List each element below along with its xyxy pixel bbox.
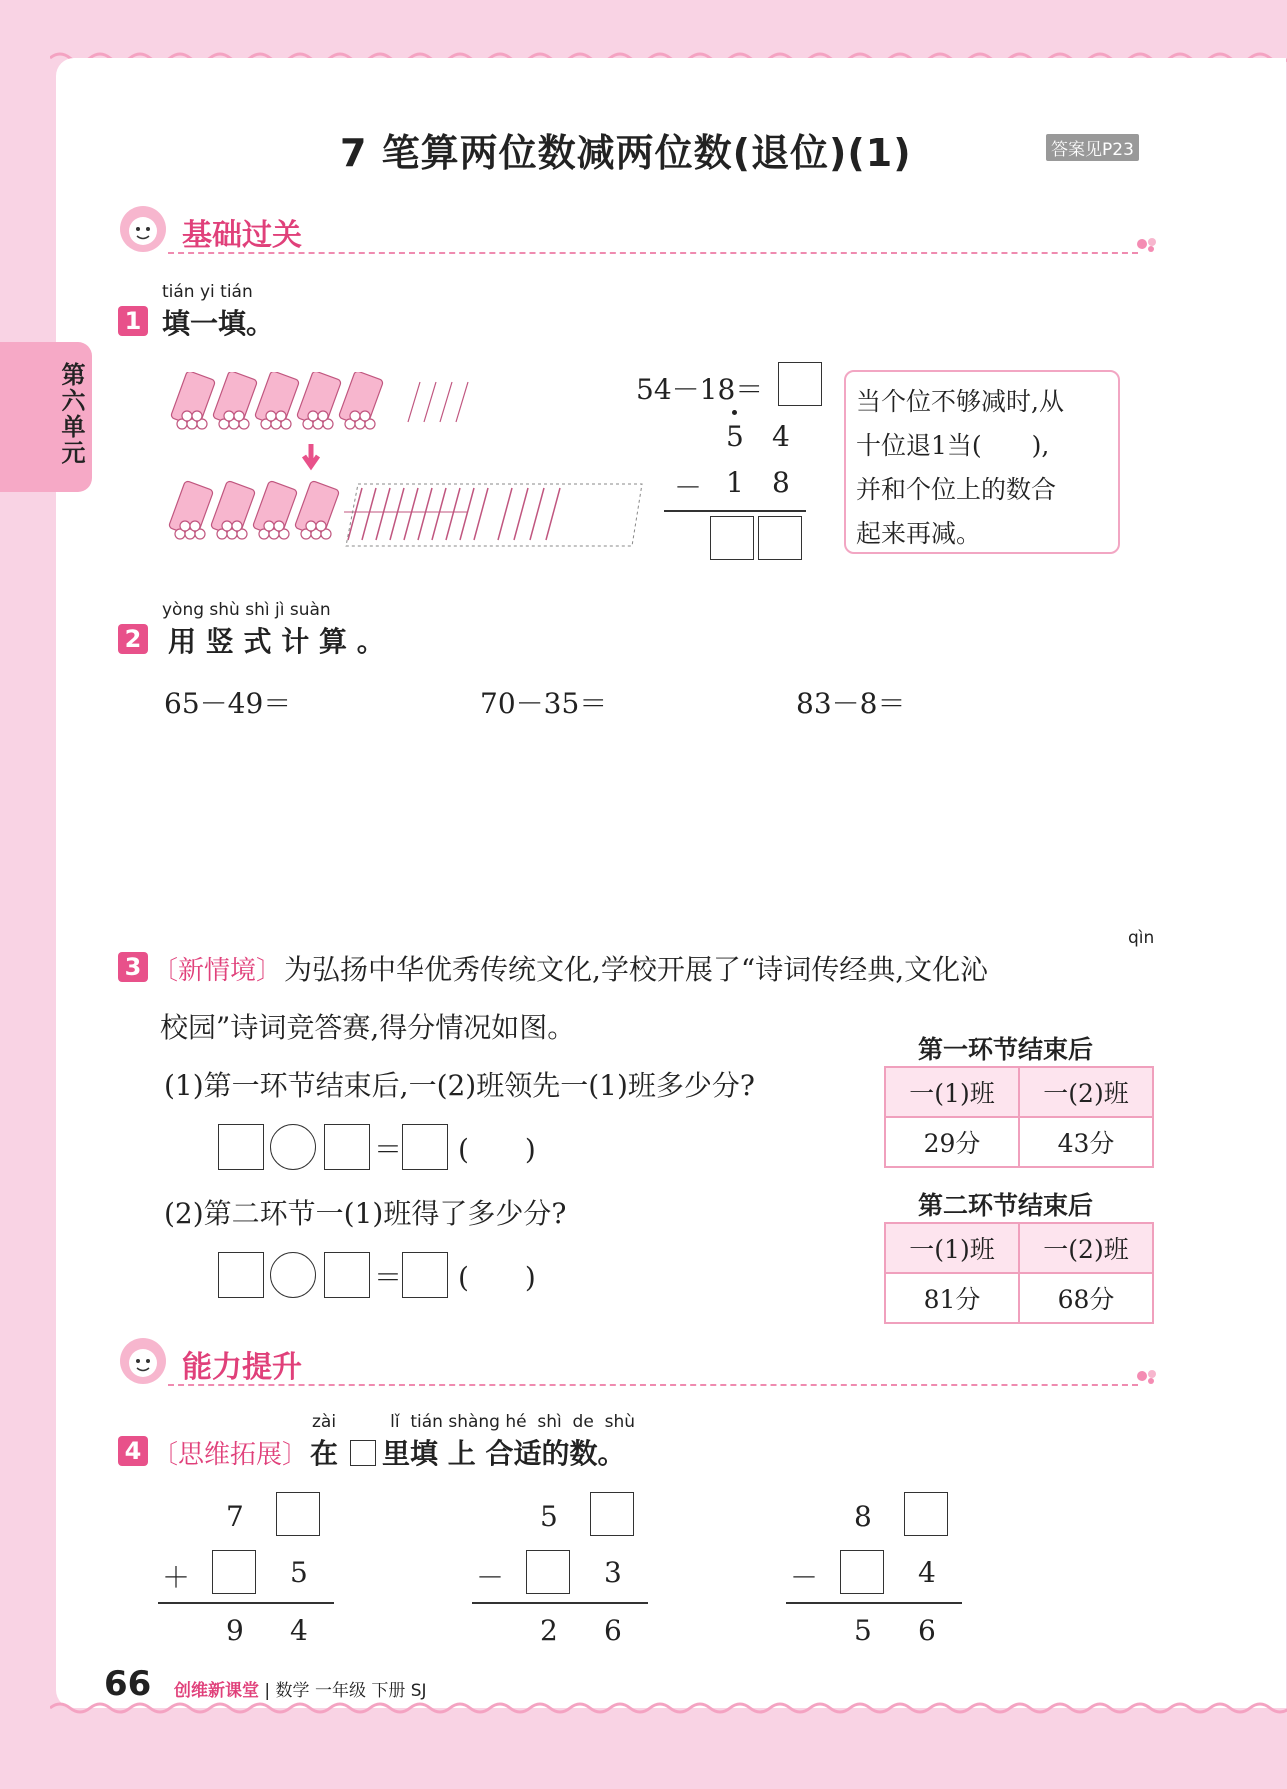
q1-top-ones: 4 [772,420,790,453]
q2-instruction: 用 竖 式 计 算 。 [168,625,385,658]
q3-1-unit-blank[interactable]: ( ) [458,1133,536,1166]
table-2-val-2: 68分 [1019,1273,1153,1323]
q4-text-b: 里填 上 合适的数。 [382,1437,626,1470]
q1-top-tens: 5 [726,420,744,453]
q3-sub-question-1: (1)第一环节结束后,一(2)班领先一(1)班多少分? [164,1069,755,1102]
mascot-icon [116,204,170,254]
p2-bottom-tens-box[interactable] [526,1550,570,1594]
p2-operator: － [476,1561,505,1594]
q2-item-1: 65－49＝ [164,687,292,720]
flower-icon [1134,234,1160,254]
q4-square-symbol [350,1440,376,1466]
p3-operator: － [790,1561,819,1594]
sticks-illustration [168,372,648,552]
q1-instruction: 填一填。 [162,307,275,340]
table-1-val-2: 43分 [1019,1117,1153,1167]
page-title: 7 笔算两位数减两位数(退位)(1) [340,131,912,175]
q3-2-box-b[interactable] [324,1252,370,1298]
p1-result-ones: 4 [290,1614,308,1647]
footer-info [174,1676,427,1701]
q3-1-equals: ＝ [374,1133,403,1166]
q3-1-box-a[interactable] [218,1124,264,1170]
q2-number: 2 [118,624,148,654]
p1-bottom-tens-box[interactable] [212,1550,256,1594]
q2-pinyin: yòng shù shì jì suàn [162,600,331,620]
q1-sub-ones: 8 [772,466,790,499]
p3-result-line [786,1602,962,1604]
p2-result-tens: 2 [540,1614,558,1647]
q4-pinyin: zài lǐ tián shàng hé shì de shù [312,1412,636,1432]
q3-1-operator-circle[interactable] [270,1124,316,1170]
q3-line-2: 校园”诗词竞答赛,得分情况如图。 [160,1011,576,1044]
q1-equation: 54－18＝ [636,373,764,406]
p2-result-line [472,1602,648,1604]
flower-icon-2 [1134,1366,1160,1386]
table-2-val-1: 81分 [885,1273,1019,1323]
hint-line-2[interactable]: 十位退1当( ), [856,431,1050,460]
q1-number: 1 [118,306,148,336]
table-1-col-2: 一(2)班 [1019,1067,1153,1117]
table-2-caption: 第二环节结束后 [918,1191,1094,1220]
q1-pinyin: tián yi tián [162,282,253,302]
section-divider [168,252,1138,254]
p3-top-ones-box[interactable] [904,1492,948,1536]
p3-bottom-tens-box[interactable] [840,1550,884,1594]
section-divider-2 [168,1384,1138,1386]
q4-text-a: 在 [310,1437,339,1470]
p3-bottom-ones: 4 [918,1556,936,1589]
q3-2-operator-circle[interactable] [270,1252,316,1298]
unit-label: 第六单元 [57,362,85,466]
q2-item-2: 70－35＝ [480,687,608,720]
p1-top-ones-box[interactable] [276,1492,320,1536]
table-2-col-2: 一(2)班 [1019,1223,1153,1273]
footer-details: | 数学 一年级 下册 SJ [264,1681,427,1701]
q1-sub-tens: 1 [726,466,744,499]
p2-result-ones: 6 [604,1614,622,1647]
q3-sub-question-2: (2)第二环节一(1)班得了多少分? [164,1197,567,1230]
borrow-dot [732,410,737,415]
p1-bottom-ones: 5 [290,1556,308,1589]
q3-tag: 〔新情境〕 [152,956,283,986]
q3-line-1: 为弘扬中华优秀传统文化,学校开展了“诗词传经典,文化沁 [284,953,989,986]
q4-tag: 〔思维拓展〕 [152,1440,309,1470]
section-basic-title: 基础过关 [182,218,302,253]
answer-reference: 答案见P23 [1046,134,1139,161]
table-1-col-1: 一(1)班 [885,1067,1019,1117]
q1-minus-sign: － [674,471,703,504]
p3-result-ones: 6 [918,1614,936,1647]
table-1-val-1: 29分 [885,1117,1019,1167]
p1-operator: ＋ [162,1561,191,1594]
q1-result-line [664,510,806,512]
page-number: 66 [104,1664,152,1704]
p3-result-tens: 5 [854,1614,872,1647]
p2-bottom-ones: 3 [604,1556,622,1589]
p3-top-tens: 8 [854,1500,872,1533]
q3-2-box-a[interactable] [218,1252,264,1298]
hint-line-3: 并和个位上的数合 [856,475,1057,504]
q3-1-box-b[interactable] [324,1124,370,1170]
q3-2-unit-blank[interactable]: ( ) [458,1261,536,1294]
section-advance-title: 能力提升 [182,1350,302,1385]
q2-item-3: 83－8＝ [796,687,906,720]
footer-brand: 创维新课堂 [174,1681,259,1701]
score-table-1 [884,1066,1154,1168]
q1-answer-box[interactable] [778,362,822,406]
p1-result-line [158,1602,334,1604]
q3-number: 3 [118,952,148,982]
table-2-col-1: 一(1)班 [885,1223,1019,1273]
q3-2-equals: ＝ [374,1261,403,1294]
bottom-wave-border [50,1700,1287,1716]
q1-result-tens-box[interactable] [710,516,754,560]
table-1-caption: 第一环节结束后 [918,1035,1094,1064]
p2-top-ones-box[interactable] [590,1492,634,1536]
p1-result-tens: 9 [226,1614,244,1647]
mascot-icon-2 [116,1336,170,1386]
q3-pinyin-qin: qìn [1128,928,1155,948]
hint-line-4: 起来再减。 [856,519,982,548]
hint-line-1: 当个位不够减时,从 [856,387,1064,416]
q3-1-answer-box[interactable] [402,1124,448,1170]
p1-top-tens: 7 [226,1500,244,1533]
q1-result-ones-box[interactable] [758,516,802,560]
q4-number: 4 [118,1436,148,1466]
q1-hint-box [844,370,1120,554]
p2-top-tens: 5 [540,1500,558,1533]
q3-2-answer-box[interactable] [402,1252,448,1298]
score-table-2 [884,1222,1154,1324]
